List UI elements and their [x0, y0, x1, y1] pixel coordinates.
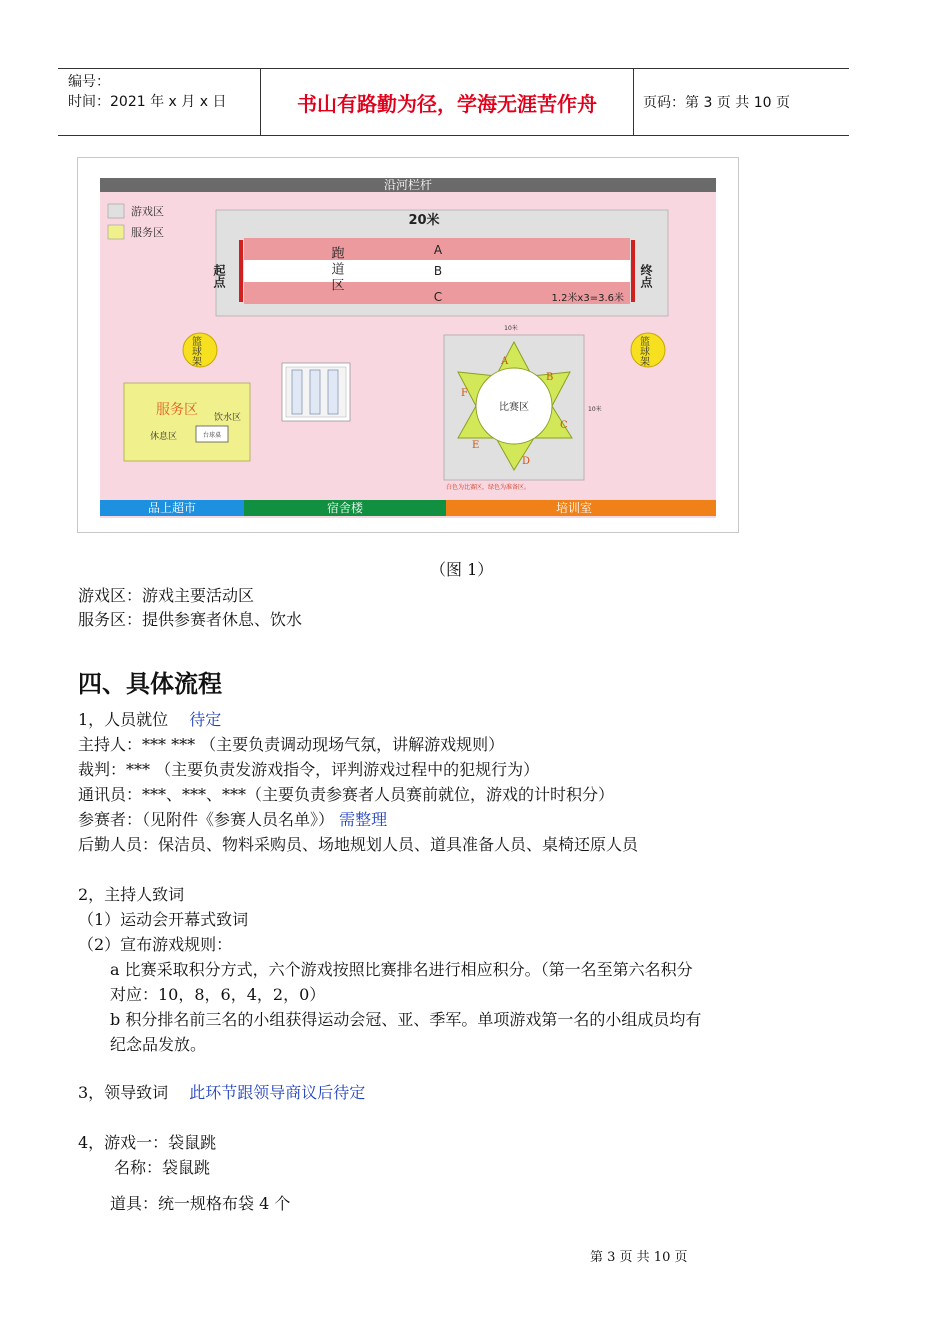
- step-3-line: [78, 1081, 365, 1105]
- railing-label: 沿河栏杆: [383, 178, 433, 192]
- page-info: 页码：第 3 页 共 10 页: [643, 95, 790, 111]
- rule-b-line-1: b 积分排名前三名的小组获得运动会冠、亚、季军。单项游戏第一名的小组成员均有: [110, 1010, 702, 1029]
- rule-a-line-1: a 比赛采取积分方式，六个游戏按照比赛排名进行相应积分。（第一名至第六名积分: [110, 960, 693, 979]
- step-2-heading: 2，主持人致词: [78, 885, 185, 904]
- dorm-label: 宿舍楼: [326, 501, 364, 515]
- finish-line: [631, 240, 635, 302]
- step-4-heading: 4，游戏一：袋鼠跳: [78, 1133, 217, 1152]
- arena-label: 比赛区: [499, 402, 529, 413]
- players-text: 参赛者：（见附件《参赛人员名单》）: [78, 810, 335, 829]
- legend-game-swatch: [108, 204, 124, 218]
- logistics-line: 后勤人员：保洁员、物料采购员、场地规划人员、道具准备人员、桌椅还原人员: [78, 835, 639, 854]
- rule-b-line-2: 纪念品发放。: [110, 1035, 207, 1054]
- step-2-item-2: （2）宣布游戏规则：: [78, 935, 233, 954]
- game-1-name: 名称：袋鼠跳: [114, 1158, 211, 1177]
- host-line: 主持人：*** *** （主要负责调动现场气氛，讲解游戏规则）: [78, 735, 505, 754]
- step-1-note: 待定: [189, 710, 222, 729]
- start-label: 起点: [212, 264, 226, 288]
- page-footer: 第 3 页 共 10 页: [590, 1250, 688, 1265]
- table-label: 台球桌: [202, 432, 222, 439]
- venue-layout-figure: [77, 157, 739, 533]
- start-line: [239, 240, 243, 302]
- lane-c-label: C: [433, 290, 443, 304]
- service-area-title: 服务区: [156, 402, 198, 418]
- star-point-b: B: [546, 372, 554, 383]
- water-area-label: 饮水区: [214, 413, 242, 423]
- star-point-f: F: [461, 388, 468, 399]
- step-1-line: [78, 708, 221, 732]
- figure-caption: （图 1）: [430, 560, 494, 579]
- basket-left-label: 篮球架: [189, 336, 201, 366]
- track-length-label: 20米: [408, 213, 440, 228]
- market-label: 品上超市: [147, 501, 197, 515]
- time-label: 时间：2021 年 x 月 x 日: [68, 94, 227, 110]
- players-line: [78, 808, 387, 832]
- venue-layout-svg: [78, 158, 740, 534]
- header-divider: [633, 69, 634, 135]
- lane-a-label: A: [433, 243, 443, 257]
- page-header: [58, 68, 849, 136]
- legend-service-swatch: [108, 225, 124, 239]
- legend-service-label: 服务区: [131, 226, 164, 239]
- star-dimension-top: 10米: [504, 325, 518, 332]
- step-2-item-1: （1）运动会开幕式致词: [78, 910, 249, 929]
- star-dimension-side: 10米: [588, 406, 602, 413]
- players-note: 需整理: [339, 810, 388, 829]
- step-1-heading: 1，人员就位: [78, 710, 169, 729]
- star-point-c: C: [560, 420, 568, 431]
- basket-right-label: 篮球架: [637, 336, 649, 366]
- game-1-props: 道具：统一规格布袋 4 个: [110, 1194, 291, 1213]
- header-motto: 书山有路勤为径，学海无涯苦作舟: [297, 92, 597, 116]
- step-3-note: 此环节跟领导商议后待定: [189, 1083, 366, 1102]
- star-point-a: A: [501, 356, 509, 367]
- rack-column: [310, 370, 320, 414]
- rack-column: [292, 370, 302, 414]
- intro-game-zone: 游戏区：游戏主要活动区: [78, 586, 255, 605]
- referee-line: 裁判：*** （主要负责发游戏指令，评判游戏过程中的犯规行为）: [78, 760, 540, 779]
- intro-service-zone: 服务区：提供参赛者休息、饮水: [78, 610, 303, 629]
- step-3-heading: 3，领导致词: [78, 1083, 169, 1102]
- communicator-line: 通讯员：***、***、***（主要负责参赛者人员赛前就位，游戏的计时积分）: [78, 785, 615, 804]
- legend-game-label: 游戏区: [131, 205, 164, 218]
- end-label: 终点: [639, 264, 653, 288]
- star-point-d: D: [522, 456, 531, 467]
- rack-column: [328, 370, 338, 414]
- track-width-label: 1.2米x3=3.6米: [551, 293, 624, 304]
- lane-b-label: B: [433, 264, 443, 278]
- section-title: 四、具体流程: [78, 670, 222, 698]
- rule-a-line-2: 对应：10，8，6，4，2，0）: [110, 985, 326, 1004]
- training-label: 培训室: [555, 501, 593, 515]
- star-note: 白色为比赛区，绿色为准备区。: [446, 484, 531, 491]
- rest-area-label: 休息区: [150, 432, 178, 442]
- number-label: 编号：: [68, 74, 110, 90]
- track-zone-label: 跑道区: [328, 246, 344, 294]
- header-meta: [58, 69, 260, 135]
- star-point-e: E: [472, 440, 480, 451]
